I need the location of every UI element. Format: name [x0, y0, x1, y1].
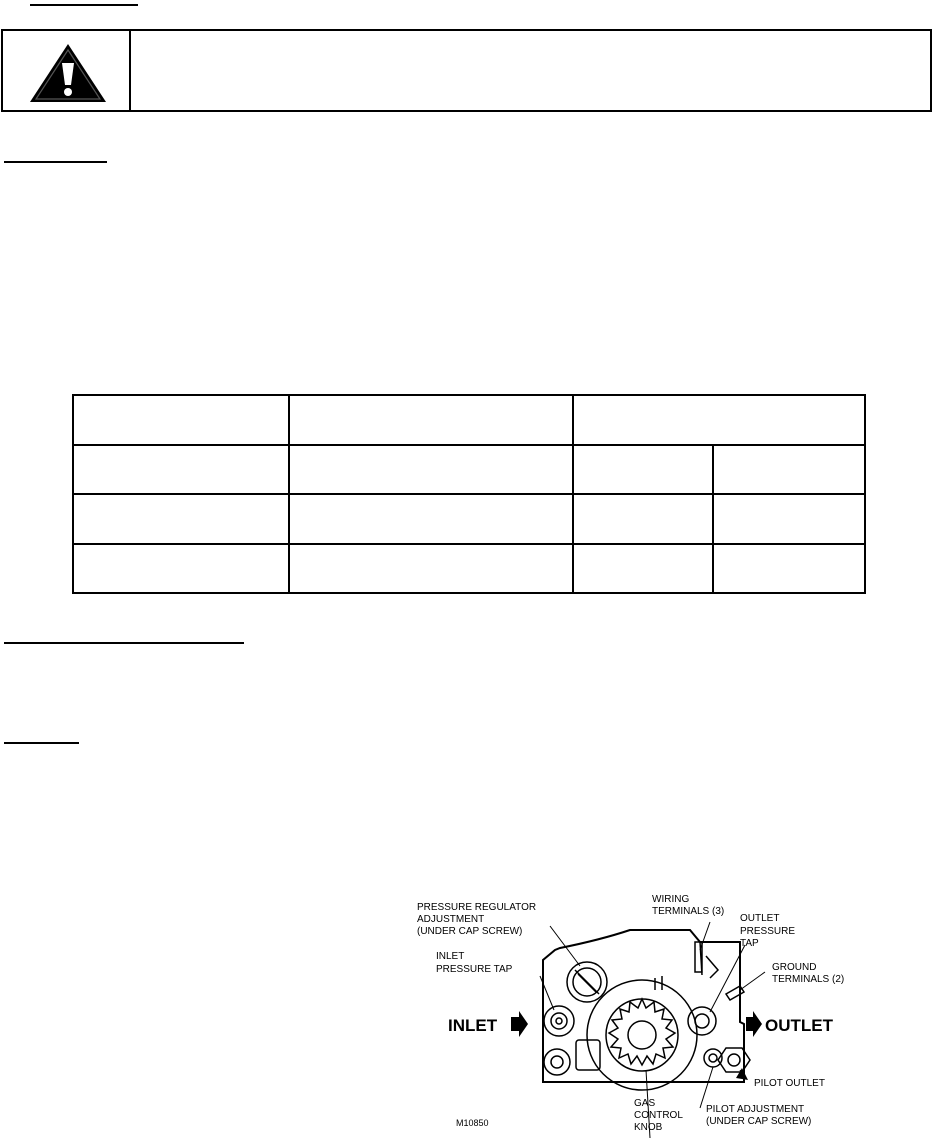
spec-table	[72, 394, 866, 594]
label-gas-knob-2: CONTROL	[634, 1110, 683, 1121]
table-cell	[573, 445, 713, 495]
label-outlet-tap-2: PRESSURE	[740, 926, 796, 937]
warning-divider	[129, 31, 131, 110]
label-ground-1: GROUND	[772, 962, 817, 973]
label-outlet-tap-1: OUTLET	[740, 913, 780, 924]
table-cell	[573, 494, 713, 544]
label-pressure-regulator-2: ADJUSTMENT	[417, 914, 485, 925]
label-pilot-adjust-1: PILOT ADJUSTMENT	[706, 1104, 805, 1115]
pressure-regulator-screw	[567, 962, 607, 1002]
table-cell	[289, 544, 573, 594]
figure-id: M10850	[456, 1118, 489, 1128]
table-cell	[289, 395, 573, 445]
top-heading-underline	[30, 4, 138, 6]
section-heading-underline-3	[4, 742, 79, 744]
table-cell	[73, 395, 289, 445]
section-heading-underline-1	[4, 161, 107, 163]
table-cell	[713, 445, 865, 495]
table-cell	[573, 395, 865, 445]
label-pressure-regulator-1: PRESSURE REGULATOR	[417, 902, 537, 913]
warning-icon	[27, 41, 109, 105]
pilot-outlet-arrowhead-icon	[736, 1068, 748, 1080]
table-row	[73, 494, 865, 544]
label-gas-knob-3: KNOB	[634, 1122, 663, 1133]
label-wiring-2: TERMINALS (3)	[652, 906, 725, 917]
label-gas-knob-1: GAS	[634, 1098, 656, 1109]
table-cell	[73, 494, 289, 544]
gas-valve-diagram	[410, 890, 885, 1140]
label-pilot-adjust-2: (UNDER CAP SCREW)	[706, 1116, 812, 1127]
table-cell	[73, 544, 289, 594]
table-cell	[713, 544, 865, 594]
section-heading-underline-2	[4, 642, 244, 644]
table-cell	[289, 445, 573, 495]
label-inlet: INLET	[448, 1016, 498, 1035]
label-pilot-outlet: PILOT OUTLET	[754, 1078, 825, 1089]
wiring-terminals	[655, 942, 718, 990]
outlet-pressure-tap	[688, 1007, 716, 1035]
table-row	[73, 395, 865, 445]
label-outlet-tap-3: TAP	[740, 938, 759, 949]
outlet-arrow-icon	[746, 1011, 762, 1037]
gas-control-knob	[587, 980, 697, 1090]
warning-box	[1, 29, 932, 112]
label-ground-2: TERMINALS (2)	[772, 974, 845, 985]
table-cell	[573, 544, 713, 594]
label-inlet-tap-1: INLET	[436, 951, 465, 962]
label-outlet: OUTLET	[765, 1016, 833, 1035]
table-row	[73, 544, 865, 594]
table-cell	[73, 445, 289, 495]
table-cell	[713, 494, 865, 544]
label-wiring-1: WIRING	[652, 894, 690, 905]
ground-terminals	[726, 986, 744, 1000]
label-inlet-tap-2: PRESSURE TAP	[436, 964, 513, 975]
table-cell	[289, 494, 573, 544]
table-row	[73, 445, 865, 495]
valve-body	[543, 930, 744, 1082]
label-pressure-regulator-3: (UNDER CAP SCREW)	[417, 926, 523, 937]
inlet-arrow-icon	[511, 1011, 528, 1037]
inlet-pressure-tap	[544, 1006, 574, 1036]
